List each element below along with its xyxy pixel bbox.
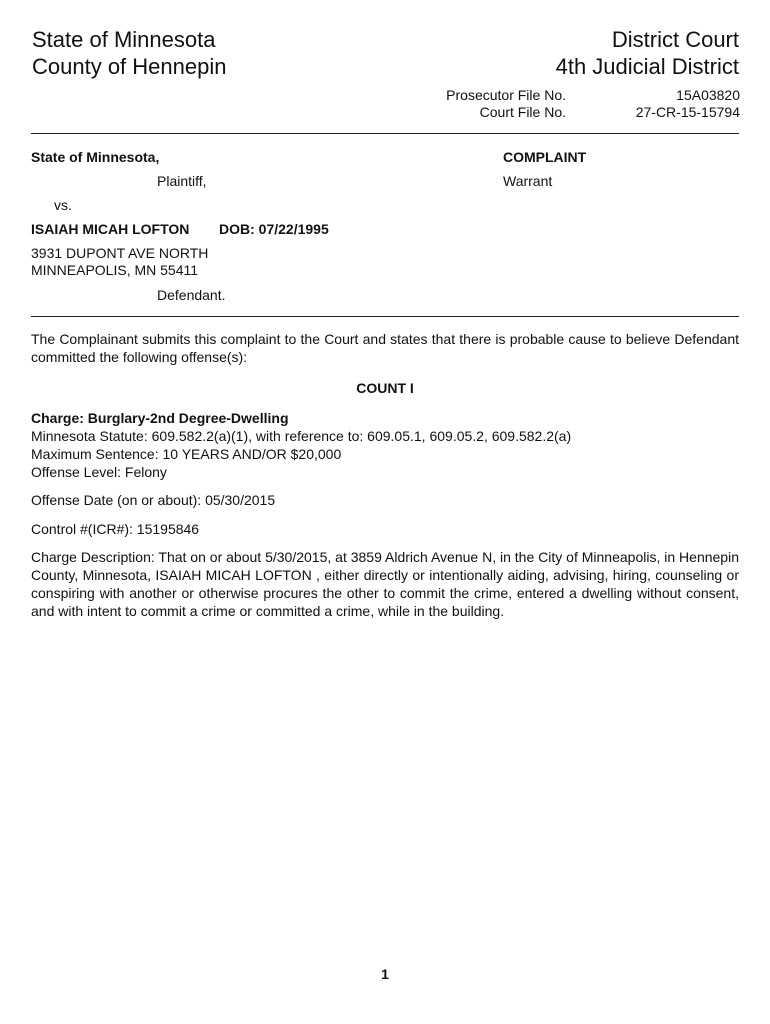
max-sentence-line: Maximum Sentence: 10 YEARS AND/OR $20,000 (31, 446, 342, 462)
prosecutor-file-value: 15A03820 (676, 87, 740, 103)
defendant-address-line1: 3931 DUPONT AVE NORTH (31, 245, 209, 261)
defendant-role: Defendant. (157, 287, 226, 303)
caption-divider (31, 316, 739, 317)
count-title: COUNT I (356, 380, 414, 396)
intro-paragraph: The Complainant submits this complaint to the Court and states that there is probable cause to believe Defendant committed the following offense(s): (31, 331, 739, 365)
document-type: COMPLAINT (503, 149, 587, 165)
court-file-value: 27-CR-15-15794 (635, 104, 740, 120)
control-number-line: Control #(ICR#): 15195846 (31, 521, 200, 537)
court-heading: District Court (611, 27, 739, 52)
court-file-row (420, 104, 740, 121)
plaintiff-name: State of Minnesota, (31, 149, 160, 165)
court-block (556, 26, 739, 80)
offense-date-line: Offense Date (on or about): 05/30/2015 (31, 492, 276, 508)
statute-line: Minnesota Statute: 609.582.2(a)(1), with reference to: 609.05.1, 609.05.2, 609.582.2(a) (31, 428, 572, 444)
charge-block (31, 409, 739, 481)
charge-description: Charge Description: That on or about 5/30/2015, at 3859 Aldrich Avenue N, in the City of Minneapolis, in Hennepin County, Minnesota, ISAIAH MICAH LOFTON , either directly or intentionally aiding, advising, hiring, counseling or conspiring with another or otherwise procures the other to commit the crime, entered a dwelling without consent, and with intent to commit a crime or committed a crime, while in the building. (31, 549, 739, 619)
defendant-address-line2: MINNEAPOLIS, MN 55411 (31, 262, 199, 278)
district-heading: 4th Judicial District (555, 54, 739, 79)
prosecutor-file-label: Prosecutor File No. (446, 87, 566, 103)
charge-heading: Charge: Burglary-2nd Degree-Dwelling (31, 410, 289, 426)
state-heading: State of Minnesota (32, 27, 216, 52)
prosecutor-file-row (420, 87, 740, 104)
file-numbers (420, 87, 740, 121)
plaintiff-role: Plaintiff, (157, 173, 207, 189)
county-heading: County of Hennepin (32, 54, 227, 79)
page-number: 1 (381, 966, 389, 982)
versus-label: vs. (54, 197, 72, 213)
defendant-name: ISAIAH MICAH LOFTON (31, 221, 190, 237)
court-file-label: Court File No. (479, 104, 566, 120)
jurisdiction-block (32, 26, 226, 80)
defendant-dob: DOB: 07/22/1995 (219, 221, 329, 237)
header-divider (31, 133, 739, 134)
offense-level-line: Offense Level: Felony (31, 464, 167, 480)
document-subtype: Warrant (503, 173, 553, 189)
